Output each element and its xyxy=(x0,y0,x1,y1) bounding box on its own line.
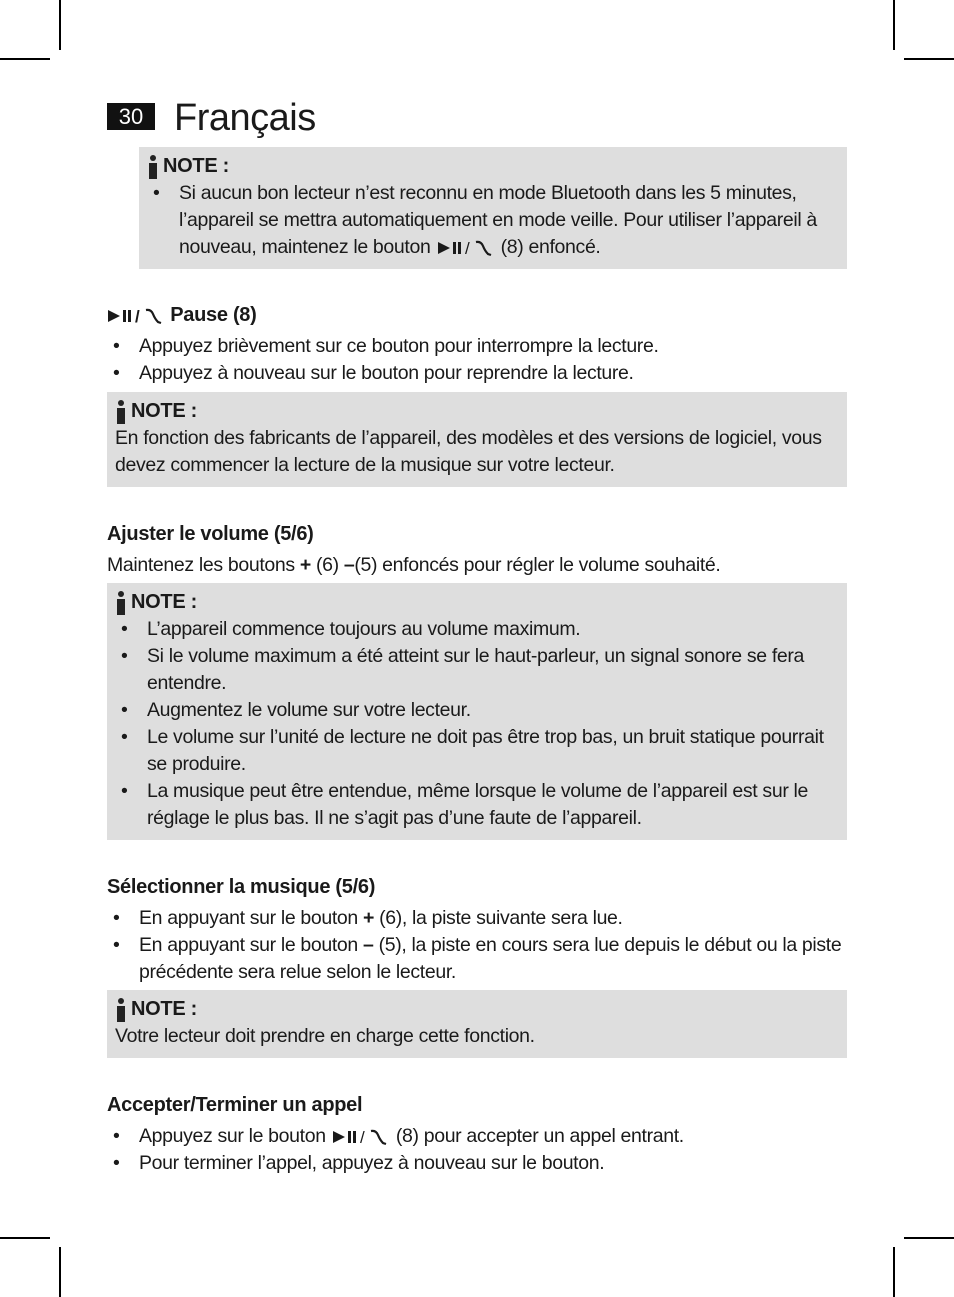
plus-symbol: + xyxy=(299,554,311,576)
note-header xyxy=(115,398,837,425)
note-box-bluetooth xyxy=(139,147,847,269)
select-music-list xyxy=(107,905,847,986)
list-item: • La musique peut être entendue, même lorsque le volume de l’appareil est sur le réglage le plus bas. Il ne s’agit pas d’une faute de l’appareil. xyxy=(121,780,809,829)
play-pause-phone-icon xyxy=(331,1127,391,1147)
list-item: • Pour terminer l’appel, appuyez à nouveau sur le bouton. xyxy=(113,1152,605,1174)
note-header xyxy=(147,153,837,180)
crop-mark-top-right-h xyxy=(904,58,954,60)
pause-list xyxy=(107,333,847,387)
note-label: NOTE : xyxy=(131,591,197,613)
crop-mark-bottom-right-v xyxy=(893,1247,895,1297)
call-heading: Accepter/Terminer un appel xyxy=(107,1094,363,1116)
list-item: • Le volume sur l’unité de lecture ne doit pas être trop bas, un bruit statique pourrait se produire. xyxy=(121,726,824,775)
call-list xyxy=(107,1123,847,1177)
page-title: Français xyxy=(174,97,316,139)
note-text: En fonction des fabricants de l’appareil, des modèles et des versions de logiciel, vous devez commencer la lecture de la musique sur votre lecteur. xyxy=(115,427,822,476)
play-pause-call-symbol xyxy=(107,306,165,326)
play-pause-call-symbol xyxy=(331,1127,391,1147)
note-header xyxy=(115,589,837,616)
minus-symbol: – xyxy=(363,934,374,956)
svg-text:/: / xyxy=(135,306,140,326)
note-label: NOTE : xyxy=(131,400,197,422)
note-box-volume xyxy=(107,583,847,840)
page-number: 30 xyxy=(107,103,155,130)
crop-mark-bottom-left-h xyxy=(0,1237,50,1239)
note-box-player-support xyxy=(107,990,847,1058)
note-box-manufacturers xyxy=(107,392,847,487)
crop-mark-bottom-right-h xyxy=(904,1237,954,1239)
volume-text: Maintenez les boutons + (6) –(5) enfoncés pour régler le volume souhaité. xyxy=(107,554,721,576)
play-pause-phone-icon xyxy=(436,238,496,258)
volume-heading: Ajuster le volume (5/6) xyxy=(107,523,314,545)
crop-mark-bottom-left-v xyxy=(59,1247,61,1297)
note-label: NOTE : xyxy=(131,998,197,1020)
info-icon xyxy=(115,400,127,424)
play-pause-phone-icon xyxy=(107,306,165,326)
list-item: • En appuyant sur le bouton + (6), la piste suivante sera lue. xyxy=(113,907,623,929)
pause-heading: / Pause (8) xyxy=(107,302,257,329)
list-item: • L’appareil commence toujours au volume maximum. xyxy=(121,618,581,640)
list-item: • Si aucun bon lecteur n’est reconnu en mode Bluetooth dans les 5 minutes, l’appareil se mettra automatiquement en mode veille. Pour utiliser l’appareil à nouveau, maintenez le bouton / (8) enfoncé. xyxy=(153,182,817,258)
list-item: • Appuyez à nouveau sur le bouton pour reprendre la lecture. xyxy=(113,362,634,384)
minus-symbol: – xyxy=(343,554,355,576)
select-music-heading: Sélectionner la musique (5/6) xyxy=(107,876,376,898)
info-icon xyxy=(147,155,159,179)
list-item: • En appuyant sur le bouton – (5), la piste en cours sera lue depuis le début ou la piste précédente sera relue selon le lecteur. xyxy=(113,934,842,983)
crop-mark-top-left-v xyxy=(59,0,61,50)
list-item: • Augmentez le volume sur votre lecteur. xyxy=(121,699,471,721)
list-item: • Si le volume maximum a été atteint sur le haut-parleur, un signal sonore se fera entendre. xyxy=(121,645,805,694)
list-item: • Appuyez sur le bouton / (8) pour accepter un appel entrant. xyxy=(113,1125,684,1147)
play-pause-call-symbol xyxy=(436,238,496,258)
svg-text:/: / xyxy=(464,238,469,258)
list-item: • Appuyez brièvement sur ce bouton pour interrompre la lecture. xyxy=(113,335,659,357)
note-label: NOTE : xyxy=(163,155,229,177)
svg-text:/: / xyxy=(359,1127,365,1147)
info-icon xyxy=(115,591,127,615)
info-icon xyxy=(115,998,127,1022)
crop-mark-top-right-v xyxy=(893,0,895,50)
crop-mark-top-left-h xyxy=(0,58,50,60)
note-text: Votre lecteur doit prendre en charge cette fonction. xyxy=(115,1025,535,1047)
note-header xyxy=(115,996,837,1023)
plus-symbol: + xyxy=(363,907,375,929)
